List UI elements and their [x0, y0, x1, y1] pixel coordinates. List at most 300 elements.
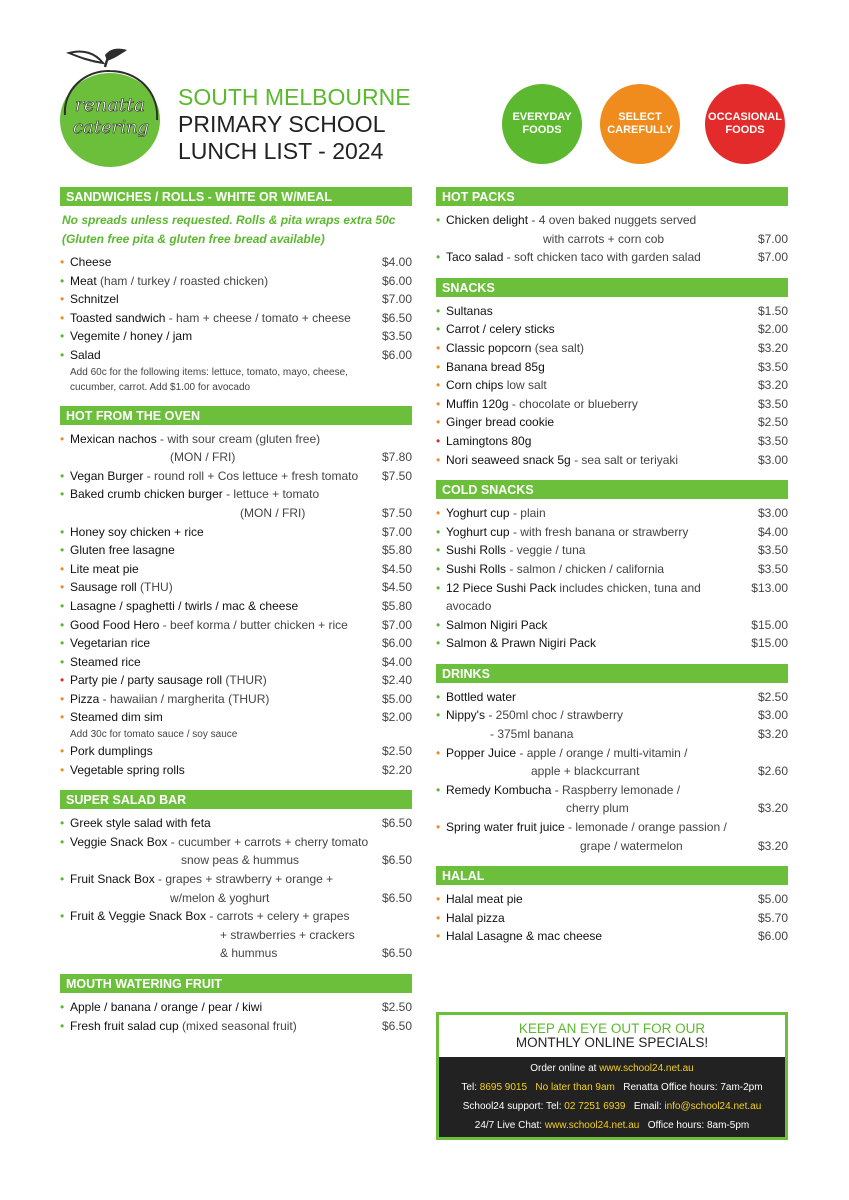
menu-list [60, 523, 412, 728]
item-name: Sultanas [446, 303, 493, 318]
menu-item [436, 579, 788, 616]
menu-list [436, 302, 788, 469]
section-sandwiches [60, 187, 412, 395]
bullet-orange: • [436, 506, 441, 521]
menu-item [436, 504, 788, 523]
item-price: $2.50 [757, 415, 788, 430]
item-desc: - carrots + celery + grapes [206, 909, 350, 924]
item-price: $2.20 [381, 762, 412, 777]
item-price: $3.50 [757, 396, 788, 411]
item-desc: - with fresh banana or strawberry [509, 524, 689, 539]
item-price: $3.50 [757, 359, 788, 374]
menu-item-popper [436, 744, 788, 763]
menu-item [60, 616, 412, 635]
item-name: Meat [70, 273, 97, 288]
item-name: Bottled water [446, 689, 517, 704]
bullet-green: • [60, 543, 65, 558]
menu-item-nippys [436, 706, 788, 725]
item-price: $13.00 [751, 580, 788, 595]
menu-item [436, 320, 788, 339]
logo-text-1: renatta [74, 94, 146, 116]
item-price: $3.20 [757, 727, 788, 742]
item-price: $3.50 [381, 329, 412, 344]
item-desc: - 4 oven baked nuggets served [528, 213, 697, 227]
menu-item [60, 742, 412, 761]
item-price: $6.00 [381, 273, 412, 288]
item-desc: - round roll + Cos lettuce + fresh tomato [143, 468, 359, 483]
bullet-green: • [436, 636, 441, 651]
logo-text-2: catering [72, 117, 150, 138]
item-price: $7.50 [381, 468, 412, 483]
item-price: $6.50 [381, 310, 412, 325]
item-name: Yoghurt cup [446, 506, 510, 521]
menu-list [436, 890, 788, 946]
menu-list [60, 742, 412, 779]
bullet-green: • [60, 524, 65, 539]
item-desc: includes chicken, tuna and avocado [446, 580, 701, 614]
item-desc: - ham + cheese / tomato + cheese [165, 310, 351, 325]
item-desc: - apple / orange / multi-vitamin / [516, 745, 688, 760]
section-header: HOT PACKS [436, 187, 788, 206]
item-price: $5.00 [757, 892, 788, 907]
item-price: $3.20 [757, 378, 788, 393]
item-price: $2.50 [381, 744, 412, 759]
item-name: Classic popcorn [446, 340, 532, 355]
menu-item [436, 358, 788, 377]
bullet-orange: • [436, 340, 441, 355]
item-name: Salmon & Prawn Nigiri Pack [446, 636, 597, 651]
item-name: Vegetable spring rolls [70, 762, 185, 777]
item-price: $6.00 [381, 347, 412, 362]
item-price: $6.50 [381, 816, 412, 831]
bullet-orange: • [60, 710, 65, 725]
item-price: $6.00 [381, 636, 412, 651]
title-line-3: LUNCH LIST - 2024 [178, 138, 384, 164]
bullet-green: • [436, 250, 441, 265]
item-desc: - 250ml choc / strawberry [484, 708, 624, 723]
bullet-green: • [60, 654, 65, 669]
item-name: Banana bread 85g [446, 359, 545, 374]
section-cold-snacks [436, 480, 788, 653]
legend-occasional-label: OCCASIONAL FOODS [708, 111, 782, 136]
menu-item [436, 302, 788, 321]
item-price: $7.00 [757, 250, 788, 265]
menu-item [436, 413, 788, 432]
menu-item [436, 339, 788, 358]
menu-item-remedy-sub [436, 799, 788, 818]
item-sub: apple + blackcurrant [531, 764, 640, 779]
item-price: $7.50 [381, 505, 412, 520]
menu-item [436, 541, 788, 560]
item-desc: - with sour cream (gluten free) [156, 431, 321, 446]
item-price: $2.40 [381, 673, 412, 688]
item-price: $3.00 [757, 452, 788, 467]
bullet-orange: • [436, 359, 441, 374]
item-desc: (THU) [136, 580, 173, 595]
item-price: $3.20 [757, 838, 788, 853]
item-price: $3.00 [757, 506, 788, 521]
item-name: Steamed rice [70, 654, 141, 669]
title-line-1: SOUTH MELBOURNE [178, 84, 411, 110]
menu-item-fruit-veggie-box [60, 907, 412, 926]
menu-item-bottled-water [436, 688, 788, 707]
item-price: $15.00 [751, 617, 788, 632]
bullet-orange: • [60, 561, 65, 576]
item-desc: - plain [509, 506, 546, 521]
item-desc: (THUR) [222, 673, 267, 688]
item-name: Mexican nachos [70, 431, 157, 446]
bullet-green: • [60, 909, 65, 924]
item-name: Carrot / celery sticks [446, 322, 555, 337]
bullet-orange: • [60, 255, 65, 269]
contact-info [439, 1057, 785, 1137]
menu-item-fruit-veggie-sub-1 [60, 926, 412, 945]
item-price: $5.70 [757, 910, 788, 925]
menu-list [60, 253, 412, 365]
email-label: Email: [633, 1101, 665, 1112]
item-name: Vegemite / honey / jam [70, 329, 193, 344]
item-sub: (MON / FRI) [170, 450, 236, 465]
gluten-free-note: (Gluten free pita & gluten free bread available) [62, 232, 325, 246]
menu-item [60, 597, 412, 616]
legend-everyday-foods [502, 84, 582, 164]
menu-item [60, 761, 412, 780]
item-name: Yoghurt cup [446, 524, 510, 539]
menu-item [60, 578, 412, 597]
menu-item-chicken-delight [436, 211, 788, 230]
item-name: Cheese [70, 255, 112, 269]
menu-item [60, 671, 412, 690]
bullet-green: • [60, 816, 65, 831]
bullet-orange: • [436, 452, 441, 467]
salad-note-2: cucumber, carrot. Add $1.00 for avocado [70, 381, 251, 393]
bullet-orange: • [436, 910, 441, 925]
item-desc: (mixed seasonal fruit) [178, 1018, 297, 1033]
renatta-office-hours: Renatta Office hours: 7am-2pm [623, 1082, 763, 1093]
item-name: Steamed dim sim [70, 710, 163, 725]
bullet-green: • [60, 598, 65, 613]
item-price: $2.00 [381, 710, 412, 725]
item-name: Greek style salad with feta [70, 816, 211, 831]
menu-item [60, 346, 412, 365]
chat-link[interactable]: www.school24.net.au [544, 1120, 640, 1131]
menu-list [60, 998, 412, 1035]
menu-item [60, 653, 412, 672]
menu-item-nachos [60, 430, 412, 449]
section-fruit [60, 974, 412, 1035]
item-desc: - hawaiian / margherita (THUR) [99, 691, 270, 706]
item-price: $3.20 [757, 801, 788, 816]
item-price: $6.00 [757, 929, 788, 944]
item-price: $5.00 [381, 691, 412, 706]
bullet-orange: • [60, 310, 65, 325]
menu-item-popper-sub [436, 762, 788, 781]
menu-item [436, 909, 788, 928]
item-price: $1.50 [757, 303, 788, 318]
bullet-orange: • [436, 892, 441, 907]
bullet-green: • [60, 1000, 65, 1014]
item-desc: - sea salt or teriyaki [570, 452, 679, 467]
support-tel[interactable]: 02 7251 6939 [564, 1101, 626, 1112]
bullet-green: • [60, 636, 65, 651]
bullet-green: • [436, 782, 441, 797]
item-price: $7.00 [381, 617, 412, 632]
legend-select-label: SELECT CAREFULLY [607, 111, 673, 136]
item-price: $7.80 [381, 450, 412, 465]
item-price: $7.00 [757, 231, 788, 246]
section-salad-bar [60, 790, 412, 963]
item-name: Popper Juice [446, 745, 517, 760]
item-price: $2.50 [757, 689, 788, 704]
item-price: $5.80 [381, 598, 412, 613]
bullet-orange: • [436, 415, 441, 430]
menu-item [436, 616, 788, 635]
item-desc: - Raspberry lemonade / [551, 782, 681, 797]
item-price: $3.00 [757, 708, 788, 723]
item-desc: - lemonade / orange passion / [564, 820, 727, 835]
item-name: Sushi Rolls [446, 561, 507, 576]
item-name: Party pie / party sausage roll [70, 673, 223, 688]
menu-item-nippys-sub [436, 725, 788, 744]
item-name: Muffin 120g [446, 396, 509, 411]
item-name: Salad [70, 347, 101, 362]
bullet-orange: • [60, 744, 65, 759]
school24-office-hours: Office hours: 8am-5pm [647, 1120, 750, 1131]
item-name: Pork dumplings [70, 744, 153, 759]
menu-item-vegan-burger [60, 467, 412, 486]
item-name: Apple / banana / orange / pear / kiwi [70, 1000, 263, 1014]
item-name: Nippy's [446, 708, 485, 723]
item-desc: - soft chicken taco with garden salad [503, 250, 701, 265]
title-line-2: PRIMARY SCHOOL [178, 111, 386, 137]
item-price: $3.50 [757, 433, 788, 448]
menu-item-fruit-box [60, 870, 412, 889]
right-column [436, 187, 788, 957]
bullet-green: • [436, 303, 441, 318]
left-column [60, 187, 412, 1046]
bullet-orange: • [436, 745, 441, 760]
menu-item-veggie-box-sub [60, 851, 412, 870]
promo-line-2: MONTHLY ONLINE SPECIALS! [515, 1035, 709, 1050]
item-name: Lamingtons 80g [446, 433, 532, 448]
menu-list [436, 504, 788, 653]
bullet-red: • [436, 433, 441, 448]
section-header: SANDWICHES / ROLLS - WHITE OR W/MEAL [60, 187, 412, 206]
menu-item-chicken-delight-sub [436, 230, 788, 249]
item-name: Veggie Snack Box [70, 834, 168, 849]
menu-item [60, 541, 412, 560]
item-name: Taco salad [446, 250, 504, 265]
menu-item [60, 253, 412, 272]
menu-item [60, 690, 412, 709]
tel-label: Tel: [461, 1082, 480, 1093]
item-name: Toasted sandwich [70, 310, 166, 325]
menu-item-remedy [436, 781, 788, 800]
item-price: $4.00 [757, 524, 788, 539]
bullet-green: • [436, 689, 441, 704]
dim-sim-note: Add 30c for tomato sauce / soy sauce [70, 729, 238, 741]
bullet-orange: • [60, 431, 65, 446]
item-name: Gluten free lasagne [70, 543, 175, 558]
item-sub: + strawberries + crackers [220, 927, 355, 942]
menu-item [60, 634, 412, 653]
menu-item-crumb-days [60, 504, 412, 523]
order-label: Order online at [530, 1063, 600, 1074]
email-link[interactable]: info@school24.net.au [664, 1101, 762, 1112]
bullet-green: • [60, 468, 65, 483]
page-title [178, 84, 411, 165]
item-price: $5.80 [381, 543, 412, 558]
item-price: $4.50 [381, 580, 412, 595]
item-name: Ginger bread cookie [446, 415, 555, 430]
item-price: $15.00 [751, 636, 788, 651]
item-name: 12 Piece Sushi Pack [446, 580, 557, 595]
section-halal [436, 866, 788, 946]
item-desc: low salt [503, 378, 547, 393]
item-price: $6.50 [381, 853, 412, 868]
item-price: $7.00 [381, 524, 412, 539]
item-price: $3.50 [757, 561, 788, 576]
item-desc: - beef korma / butter chicken + rice [159, 617, 348, 632]
item-name: Vegan Burger [70, 468, 144, 483]
menu-item-spring-water [436, 818, 788, 837]
item-sub: (MON / FRI) [240, 505, 306, 520]
item-name: Honey soy chicken + rice [70, 524, 204, 539]
cutoff-time: No later than 9am [535, 1082, 615, 1093]
item-desc: - lettuce + tomato [222, 487, 320, 502]
item-name: Lasagne / spaghetti / twirls / mac & cheese [70, 598, 299, 613]
online-specials-box [436, 1012, 788, 1140]
section-hot-packs [436, 187, 788, 267]
tel-number[interactable]: 8695 9015 [479, 1082, 528, 1093]
menu-item-veggie-box [60, 833, 412, 852]
bullet-green: • [436, 617, 441, 632]
item-name: Sushi Rolls [446, 543, 507, 558]
bullet-orange: • [60, 292, 65, 307]
menu-item-greek-salad [60, 814, 412, 833]
section-snacks [436, 278, 788, 469]
bullet-orange: • [60, 580, 65, 595]
item-price: $2.50 [381, 1000, 412, 1014]
section-header: HOT FROM THE OVEN [60, 406, 412, 425]
section-header: HALAL [436, 866, 788, 885]
item-sub: cherry plum [566, 801, 629, 816]
menu-item-nachos-days [60, 448, 412, 467]
item-name: Baked crumb chicken burger [70, 487, 223, 502]
item-price: $2.60 [757, 764, 788, 779]
menu-item-fruit-box-sub [60, 889, 412, 908]
item-name: Pizza [70, 691, 100, 706]
section-header: COLD SNACKS [436, 480, 788, 499]
item-price: $3.50 [757, 543, 788, 558]
item-sub: & hummus [220, 946, 278, 961]
item-sub: grape / watermelon [580, 838, 683, 853]
bullet-green: • [436, 561, 441, 576]
item-name: Spring water fruit juice [446, 820, 565, 835]
menu-item-taco-salad [436, 248, 788, 267]
item-name: Sausage roll [70, 580, 137, 595]
item-name: Halal meat pie [446, 892, 523, 907]
bullet-green: • [60, 1018, 65, 1033]
item-price: $6.50 [381, 1018, 412, 1033]
section-header: DRINKS [436, 664, 788, 683]
section-header: SUPER SALAD BAR [60, 790, 412, 809]
item-sub: w/melon & yoghurt [170, 890, 270, 905]
menu-item [436, 927, 788, 946]
bullet-green: • [436, 543, 441, 558]
bullet-green: • [436, 580, 441, 595]
item-sub: - 375ml banana [490, 727, 574, 742]
legend-occasional-foods [705, 84, 785, 164]
section-hot-oven [60, 406, 412, 780]
item-desc: - cucumber + carrots + cherry tomato [167, 834, 369, 849]
menu-item [60, 708, 412, 727]
item-name: Lite meat pie [70, 561, 139, 576]
legend-select-carefully [600, 84, 680, 164]
bullet-green: • [436, 524, 441, 539]
bullet-green: • [60, 487, 65, 502]
bullet-green: • [436, 213, 441, 227]
menu-item-crumb-burger [60, 485, 412, 504]
support-label: School24 support: Tel: [462, 1101, 565, 1112]
item-price: $4.00 [381, 654, 412, 669]
item-sub: with carrots + corn cob [543, 231, 665, 246]
item-price: $7.00 [381, 292, 412, 307]
item-name: Chicken delight [446, 213, 529, 227]
section-header: MOUTH WATERING FRUIT [60, 974, 412, 993]
item-price: $4.50 [381, 561, 412, 576]
bullet-green: • [60, 834, 65, 849]
item-name: Schnitzel [70, 292, 119, 307]
item-desc: - grapes + strawberry + orange + [154, 872, 334, 887]
order-link[interactable]: www.school24.net.au [599, 1063, 694, 1074]
item-name: Vegetarian rice [70, 636, 151, 651]
menu-item [436, 634, 788, 653]
bullet-orange: • [60, 762, 65, 777]
menu-item [60, 523, 412, 542]
menu-item [436, 890, 788, 909]
salad-note: Add 60c for the following items: lettuce, tomato, mayo, cheese, [70, 366, 348, 378]
section-header: SNACKS [436, 278, 788, 297]
promo-line-1: KEEP AN EYE OUT FOR OUR [518, 1021, 706, 1036]
item-desc: - salmon / chicken / california [506, 561, 665, 576]
bullet-orange: • [436, 396, 441, 411]
bullet-green: • [60, 617, 65, 632]
menu-item [436, 560, 788, 579]
bullet-red: • [60, 673, 65, 688]
item-name: Remedy Kombucha [446, 782, 552, 797]
menu-item-fruit-veggie-sub-2 [60, 944, 412, 963]
item-name: Halal pizza [446, 910, 505, 925]
menu-item [60, 290, 412, 309]
menu-item [436, 432, 788, 451]
bullet-green: • [60, 347, 65, 362]
chat-label: 24/7 Live Chat: [474, 1120, 545, 1131]
menu-item [60, 560, 412, 579]
menu-item [60, 327, 412, 346]
menu-item [436, 523, 788, 542]
item-price: $2.00 [757, 322, 788, 337]
bullet-green: • [436, 708, 441, 723]
bullet-orange: • [436, 820, 441, 835]
item-name: Fresh fruit salad cup [70, 1018, 179, 1033]
renatta-catering-logo [55, 45, 165, 170]
item-price: $6.50 [381, 946, 412, 961]
bullet-green: • [60, 872, 65, 887]
bullet-orange: • [60, 691, 65, 706]
item-name: Corn chips [446, 378, 504, 393]
menu-item [436, 376, 788, 395]
